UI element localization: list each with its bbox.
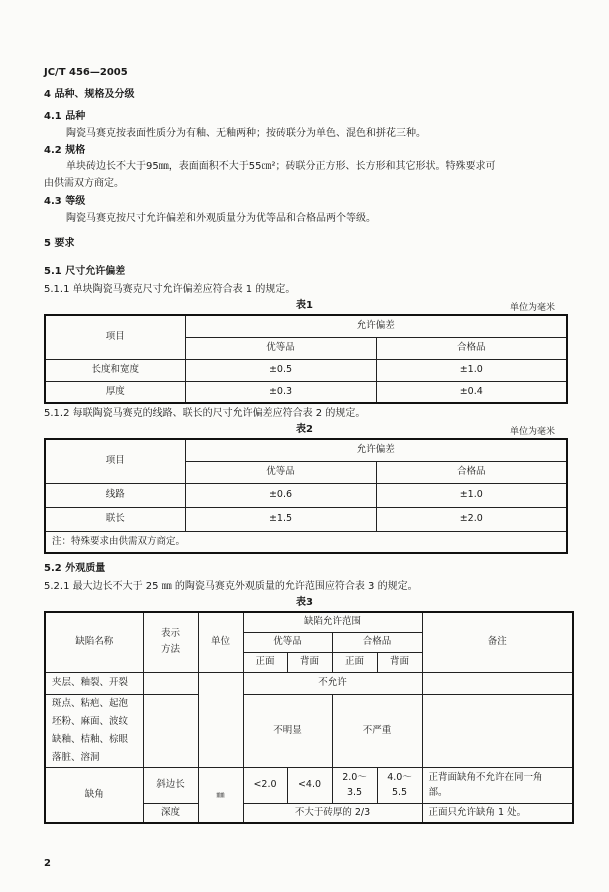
table-cell: ±2.0	[376, 507, 567, 531]
table-row	[45, 483, 567, 507]
table-row	[45, 767, 573, 803]
table2	[44, 438, 568, 554]
text-5-1-2: 5.1.2 每联陶瓷马赛克的线路、联长的尺寸允许偏差应符合表 2 的规定。	[44, 408, 366, 419]
table-cell: ±0.5	[185, 359, 376, 381]
table-cell	[377, 767, 422, 803]
table-cell: 夹层、釉裂、开裂	[45, 672, 143, 694]
table3-header-back: 背面	[377, 652, 422, 672]
table-row	[45, 381, 567, 403]
value-line: 3.5	[346, 787, 363, 798]
text-4-1: 陶瓷马赛克按表面性质分为有釉、无釉两种；按砖联分为单色、混色和拼花三种。	[66, 128, 426, 139]
table3-header-unit: 单位	[198, 612, 243, 672]
table-cell: 线路	[45, 483, 185, 507]
table1-caption: 表1	[296, 300, 313, 311]
table-cell: 正面只允许缺角 1 处。	[422, 803, 573, 823]
heading-4-1: 4.1 品种	[44, 111, 86, 122]
table-cell: 联长	[45, 507, 185, 531]
table2-note: 注：特殊要求由供需双方商定。	[45, 531, 567, 553]
table1-header-item: 项目	[45, 315, 185, 359]
table-cell: 斜边长	[143, 767, 198, 803]
table-cell: 不允许	[243, 672, 422, 694]
table-row	[45, 694, 573, 767]
table-cell: ±0.3	[185, 381, 376, 403]
std-code: JC/T 456—2005	[44, 67, 128, 78]
table2-header-qualified: 合格品	[376, 461, 567, 483]
table2-caption: 表2	[296, 424, 313, 435]
defect-line: 坯粉、麻面、波纹	[52, 715, 129, 727]
heading-5: 5 要求	[44, 238, 75, 249]
text-4-2-a: 单块砖边长不大于95㎜，表面面积不大于55㎝²；砖联分正方形、长方形和其它形状。特殊要求可	[66, 161, 496, 172]
table2-header-item: 项目	[45, 439, 185, 483]
table-cell: 缺角	[45, 767, 143, 823]
table-cell: 不大于砖厚的 2/3	[243, 803, 422, 823]
table3-header-front: 正面	[243, 652, 287, 672]
table-cell: ±0.4	[376, 381, 567, 403]
table3-header-remark: 备注	[422, 612, 573, 672]
table-cell: ㎜	[198, 767, 243, 823]
table-row	[45, 507, 567, 531]
table1-header-qualified: 合格品	[376, 337, 567, 359]
table3-header-front: 正面	[332, 652, 377, 672]
table-cell	[422, 694, 573, 767]
table-cell	[422, 672, 573, 694]
table3-caption: 表3	[296, 597, 313, 608]
table-cell	[422, 767, 573, 803]
page-number: 2	[44, 858, 51, 869]
value-line: 2.0～	[342, 772, 367, 783]
table-cell: 长度和宽度	[45, 359, 185, 381]
table1-header-tolerance: 允许偏差	[185, 315, 567, 337]
table1-header-premium: 优等品	[185, 337, 376, 359]
remark-line: 正背面缺角不允许在同一角	[428, 772, 543, 783]
table-cell: ±0.6	[185, 483, 376, 507]
table-cell	[332, 767, 377, 803]
text-5-2-1: 5.2.1 最大边长不大于 25 ㎜ 的陶瓷马赛克外观质量的允许范围应符合表 3 的规定。	[44, 581, 418, 592]
table1	[44, 314, 568, 404]
table-cell: 深度	[143, 803, 198, 823]
table-cell: ±1.0	[376, 359, 567, 381]
table-row	[45, 359, 567, 381]
table-cell	[45, 694, 143, 767]
remark-line: 部。	[428, 787, 448, 798]
value-line: 5.5	[391, 787, 408, 798]
table-cell: 不明显	[243, 694, 332, 767]
heading-4-2: 4.2 规格	[44, 145, 86, 156]
defect-line: 缺釉、桔釉、棕眼	[52, 733, 129, 745]
table3	[44, 611, 574, 824]
table-cell	[198, 672, 243, 767]
table3-header-back: 背面	[287, 652, 332, 672]
table-cell: <4.0	[287, 767, 332, 803]
table-row	[45, 672, 573, 694]
table3-header-premium: 优等品	[243, 632, 332, 652]
table-cell	[143, 672, 198, 694]
heading-4: 4 品种、规格及分级	[44, 89, 135, 100]
table2-header-premium: 优等品	[185, 461, 376, 483]
table3-header-method: 表示 方法	[143, 612, 198, 672]
table1-unit: 单位为毫米	[510, 303, 556, 313]
text-5-1-1: 5.1.1 单块陶瓷马赛克尺寸允许偏差应符合表 1 的规定。	[44, 284, 296, 295]
heading-5-2: 5.2 外观质量	[44, 563, 106, 574]
heading-4-3: 4.3 等级	[44, 196, 86, 207]
defect-line: 斑点、粘疤、起泡	[52, 697, 129, 709]
table-cell: ±1.0	[376, 483, 567, 507]
table-cell: ±1.5	[185, 507, 376, 531]
table3-header-range: 缺陷允许范围	[243, 612, 422, 632]
text-4-2-b: 由供需双方商定。	[44, 178, 124, 189]
table2-header-tolerance: 允许偏差	[185, 439, 567, 461]
table-cell	[143, 694, 198, 767]
table-cell: 厚度	[45, 381, 185, 403]
value-line: 4.0～	[387, 772, 412, 783]
heading-5-1: 5.1 尺寸允许偏差	[44, 266, 126, 277]
defect-line: 落脏、溶洞	[52, 751, 100, 763]
table-cell: <2.0	[243, 767, 287, 803]
table2-unit: 单位为毫米	[510, 427, 556, 437]
table3-header-qualified: 合格品	[332, 632, 422, 652]
table-cell: 不严重	[332, 694, 422, 767]
text-4-3: 陶瓷马赛克按尺寸允许偏差和外观质量分为优等品和合格品两个等级。	[66, 213, 376, 224]
table3-header-defect: 缺陷名称	[45, 612, 143, 672]
